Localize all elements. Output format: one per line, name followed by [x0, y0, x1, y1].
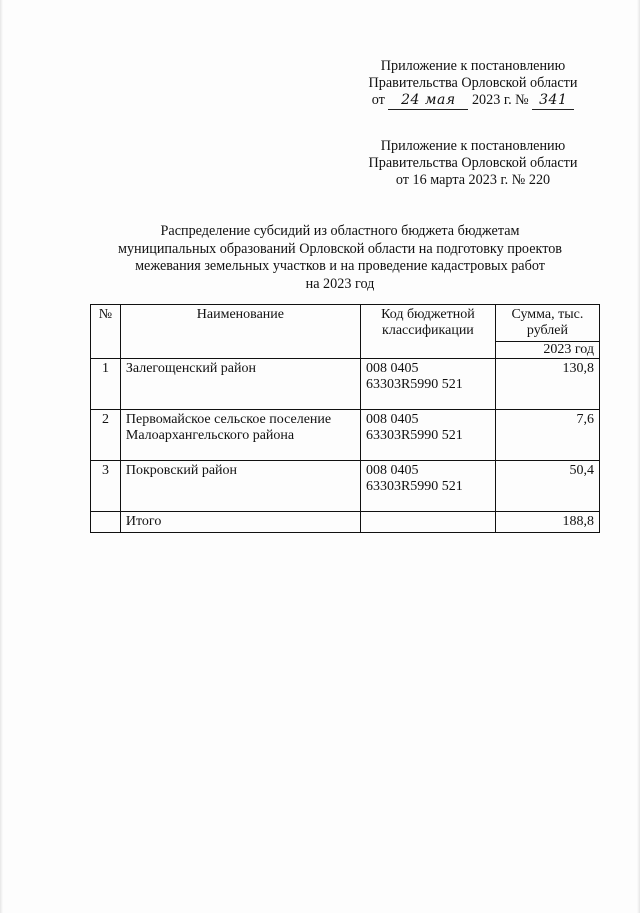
table-header-row: [91, 305, 600, 359]
date-suffix: 2023 г. №: [471, 92, 529, 108]
code-line: 008 0405: [365, 361, 419, 376]
cell-name: Залегощенский район: [120, 359, 360, 410]
handwritten-number: 341: [532, 92, 574, 110]
appendix-line: Приложение к постановлению: [380, 58, 566, 74]
subsidies-table: [90, 304, 600, 533]
date-prefix: от: [371, 92, 385, 108]
cell-no-empty: [91, 512, 121, 533]
total-sum: 188,8: [495, 512, 599, 533]
total-label: Итого: [120, 512, 360, 533]
document-title: [90, 223, 590, 293]
cell-sum: 7,6: [495, 410, 599, 461]
cell-code: [360, 410, 495, 461]
cell-no: 1: [91, 359, 121, 410]
appendix-line: Правительства Орловской области: [368, 75, 578, 91]
code-line: 63303R5990 521: [365, 377, 463, 392]
cell-code: [360, 461, 495, 512]
cell-code-empty: [360, 512, 495, 533]
header-name: Наименование: [120, 305, 360, 359]
appendix-line: от 16 марта 2023 г. № 220: [395, 172, 551, 188]
cell-no: 3: [91, 461, 121, 512]
header-sum-year: 2023 год: [496, 341, 599, 358]
table-row: [91, 410, 600, 461]
handwritten-date: 24 мая: [388, 92, 468, 110]
appendix-header-current: [358, 58, 588, 110]
cell-no: 2: [91, 410, 121, 461]
cell-sum: 50,4: [495, 461, 599, 512]
cell-name: Первомайское сельское поселение Малоархангельского района: [120, 410, 360, 461]
header-no: №: [91, 305, 121, 359]
title-line: на 2023 год: [305, 275, 375, 292]
table-row: [91, 461, 600, 512]
appendix-date-line: [358, 92, 588, 110]
scan-edge-left: [0, 0, 3, 913]
cell-sum: 130,8: [495, 359, 599, 410]
header-sum: [495, 305, 599, 359]
table-total-row: [91, 512, 600, 533]
appendix-line: Правительства Орловской области: [368, 155, 578, 171]
header-code: Код бюджетной классификации: [360, 305, 495, 359]
cell-code: [360, 359, 495, 410]
header-sum-label: Сумма, тыс. рублей: [511, 307, 584, 338]
appendix-line: Приложение к постановлению: [380, 138, 566, 154]
title-line: муниципальных образований Орловской области на подготовку проектов: [117, 240, 563, 257]
title-line: Распределение субсидий из областного бюджета бюджетам: [160, 223, 520, 239]
code-line: 63303R5990 521: [365, 428, 463, 443]
appendix-header-previous: [358, 138, 588, 189]
table-row: [91, 359, 600, 410]
code-line: 63303R5990 521: [365, 479, 463, 494]
title-line: межевания земельных участков и на проведение кадастровых работ: [135, 258, 545, 274]
code-line: 008 0405: [365, 412, 419, 427]
code-line: 008 0405: [365, 463, 419, 478]
cell-name: Покровский район: [120, 461, 360, 512]
